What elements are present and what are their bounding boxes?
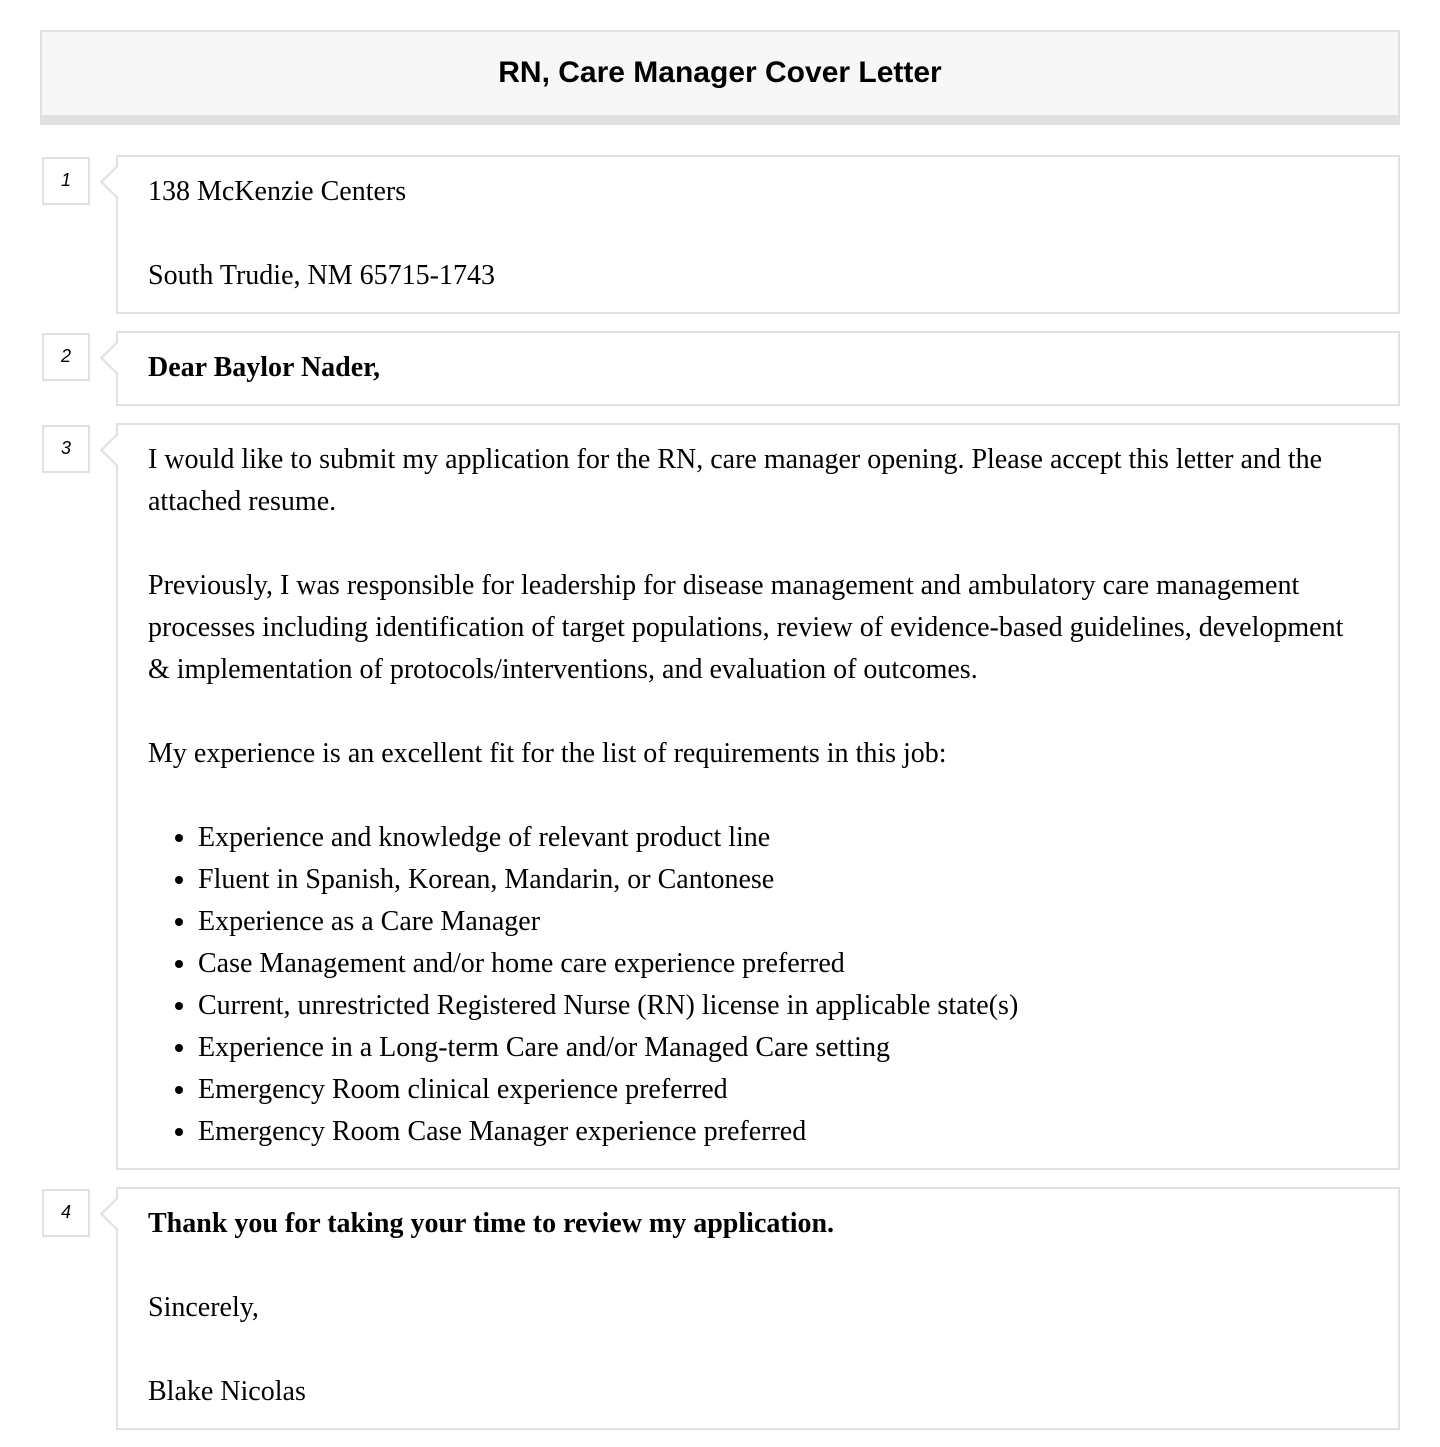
thank-you-line: Thank you for taking your time to review my application. xyxy=(148,1208,835,1239)
letter-sections xyxy=(40,155,1400,1430)
list-item: • Emergency Room Case Manager experience preferred xyxy=(198,1111,1368,1153)
address-card xyxy=(116,155,1400,314)
list-item: • Case Management and/or home care experience preferred xyxy=(198,943,1368,985)
closing-card xyxy=(116,1187,1400,1430)
section-address xyxy=(40,155,1400,314)
list-item: • Experience in a Long-term Care and/or Managed Care setting xyxy=(198,1027,1368,1069)
body-paragraph-experience: Previously, I was responsible for leadership for disease management and ambulatory care management processes including identification of target populations, review of evidence-based guidelines, development & implementation of protocols/interventions, and evaluation of outcomes. xyxy=(148,570,1344,685)
page-title: RN, Care Manager Cover Letter xyxy=(498,55,942,89)
address-line-1: 138 McKenzie Centers xyxy=(148,176,407,207)
signature: Blake Nicolas xyxy=(148,1376,306,1407)
requirements-list xyxy=(148,817,1368,1153)
section-greeting xyxy=(40,331,1400,406)
list-item: • Emergency Room clinical experience preferred xyxy=(198,1069,1368,1111)
list-item: • Fluent in Spanish, Korean, Mandarin, or Cantonese xyxy=(198,859,1368,901)
body-paragraph-fit: My experience is an excellent fit for the list of requirements in this job: xyxy=(148,738,947,769)
address-line-2: South Trudie, NM 65715-1743 xyxy=(148,260,495,291)
section-number-badge: 1 xyxy=(42,157,90,205)
list-item: • Current, unrestricted Registered Nurse (RN) license in applicable state(s) xyxy=(198,985,1368,1027)
list-item: • Experience and knowledge of relevant product line xyxy=(198,817,1368,859)
section-number-badge: 3 xyxy=(42,425,90,473)
closing-salutation: Sincerely, xyxy=(148,1292,259,1323)
section-body xyxy=(40,423,1400,1170)
body-paragraph-intro: I would like to submit my application for the RN, care manager opening. Please accept this letter and the attached resume. xyxy=(148,444,1323,517)
cover-letter-page xyxy=(40,30,1400,1447)
section-number-badge: 2 xyxy=(42,333,90,381)
body-card xyxy=(116,423,1400,1170)
page-header xyxy=(40,30,1400,125)
section-closing xyxy=(40,1187,1400,1430)
section-number-badge: 4 xyxy=(42,1189,90,1237)
greeting-card xyxy=(116,331,1400,406)
list-item: • Experience as a Care Manager xyxy=(198,901,1368,943)
greeting: Dear Baylor Nader, xyxy=(148,352,381,383)
